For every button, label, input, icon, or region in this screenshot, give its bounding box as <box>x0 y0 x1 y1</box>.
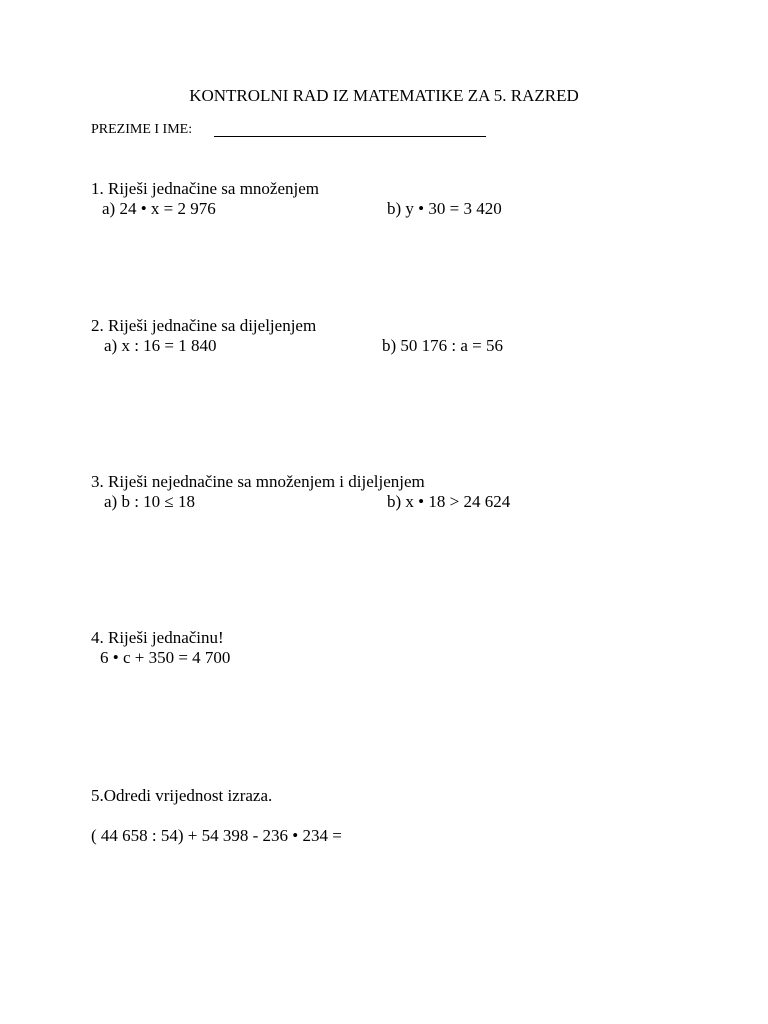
task-3-heading: 3. Riješi nejednačine sa množenjem i dijeljenjem <box>91 472 425 491</box>
task-1-part-b: b) y • 30 = 3 420 <box>387 199 502 218</box>
task-2-part-a: a) x : 16 = 1 840 <box>104 336 217 355</box>
task-5-heading: 5.Odredi vrijednost izraza. <box>91 786 273 805</box>
task-3-part-a: a) b : 10 ≤ 18 <box>104 492 196 511</box>
page-title: KONTROLNI RAD IZ MATEMATIKE ZA 5. RAZRED <box>189 86 579 105</box>
task-1-part-a: a) 24 • x = 2 976 <box>102 199 216 218</box>
task-4-equation: 6 • c + 350 = 4 700 <box>100 648 231 667</box>
task-4-heading: 4. Riješi jednačinu! <box>91 628 224 647</box>
name-blank-line <box>214 136 486 137</box>
task-3-part-b: b) x • 18 > 24 624 <box>387 492 511 511</box>
task-5-expression: ( 44 658 : 54) + 54 398 - 236 • 234 = <box>91 826 342 845</box>
task-2-part-b: b) 50 176 : a = 56 <box>382 336 504 355</box>
task-2-heading: 2. Riješi jednačine sa dijeljenjem <box>91 316 317 335</box>
task-1-heading: 1. Riješi jednačine sa množenjem <box>91 179 320 198</box>
name-field-label: PREZIME I IME: <box>91 122 193 137</box>
